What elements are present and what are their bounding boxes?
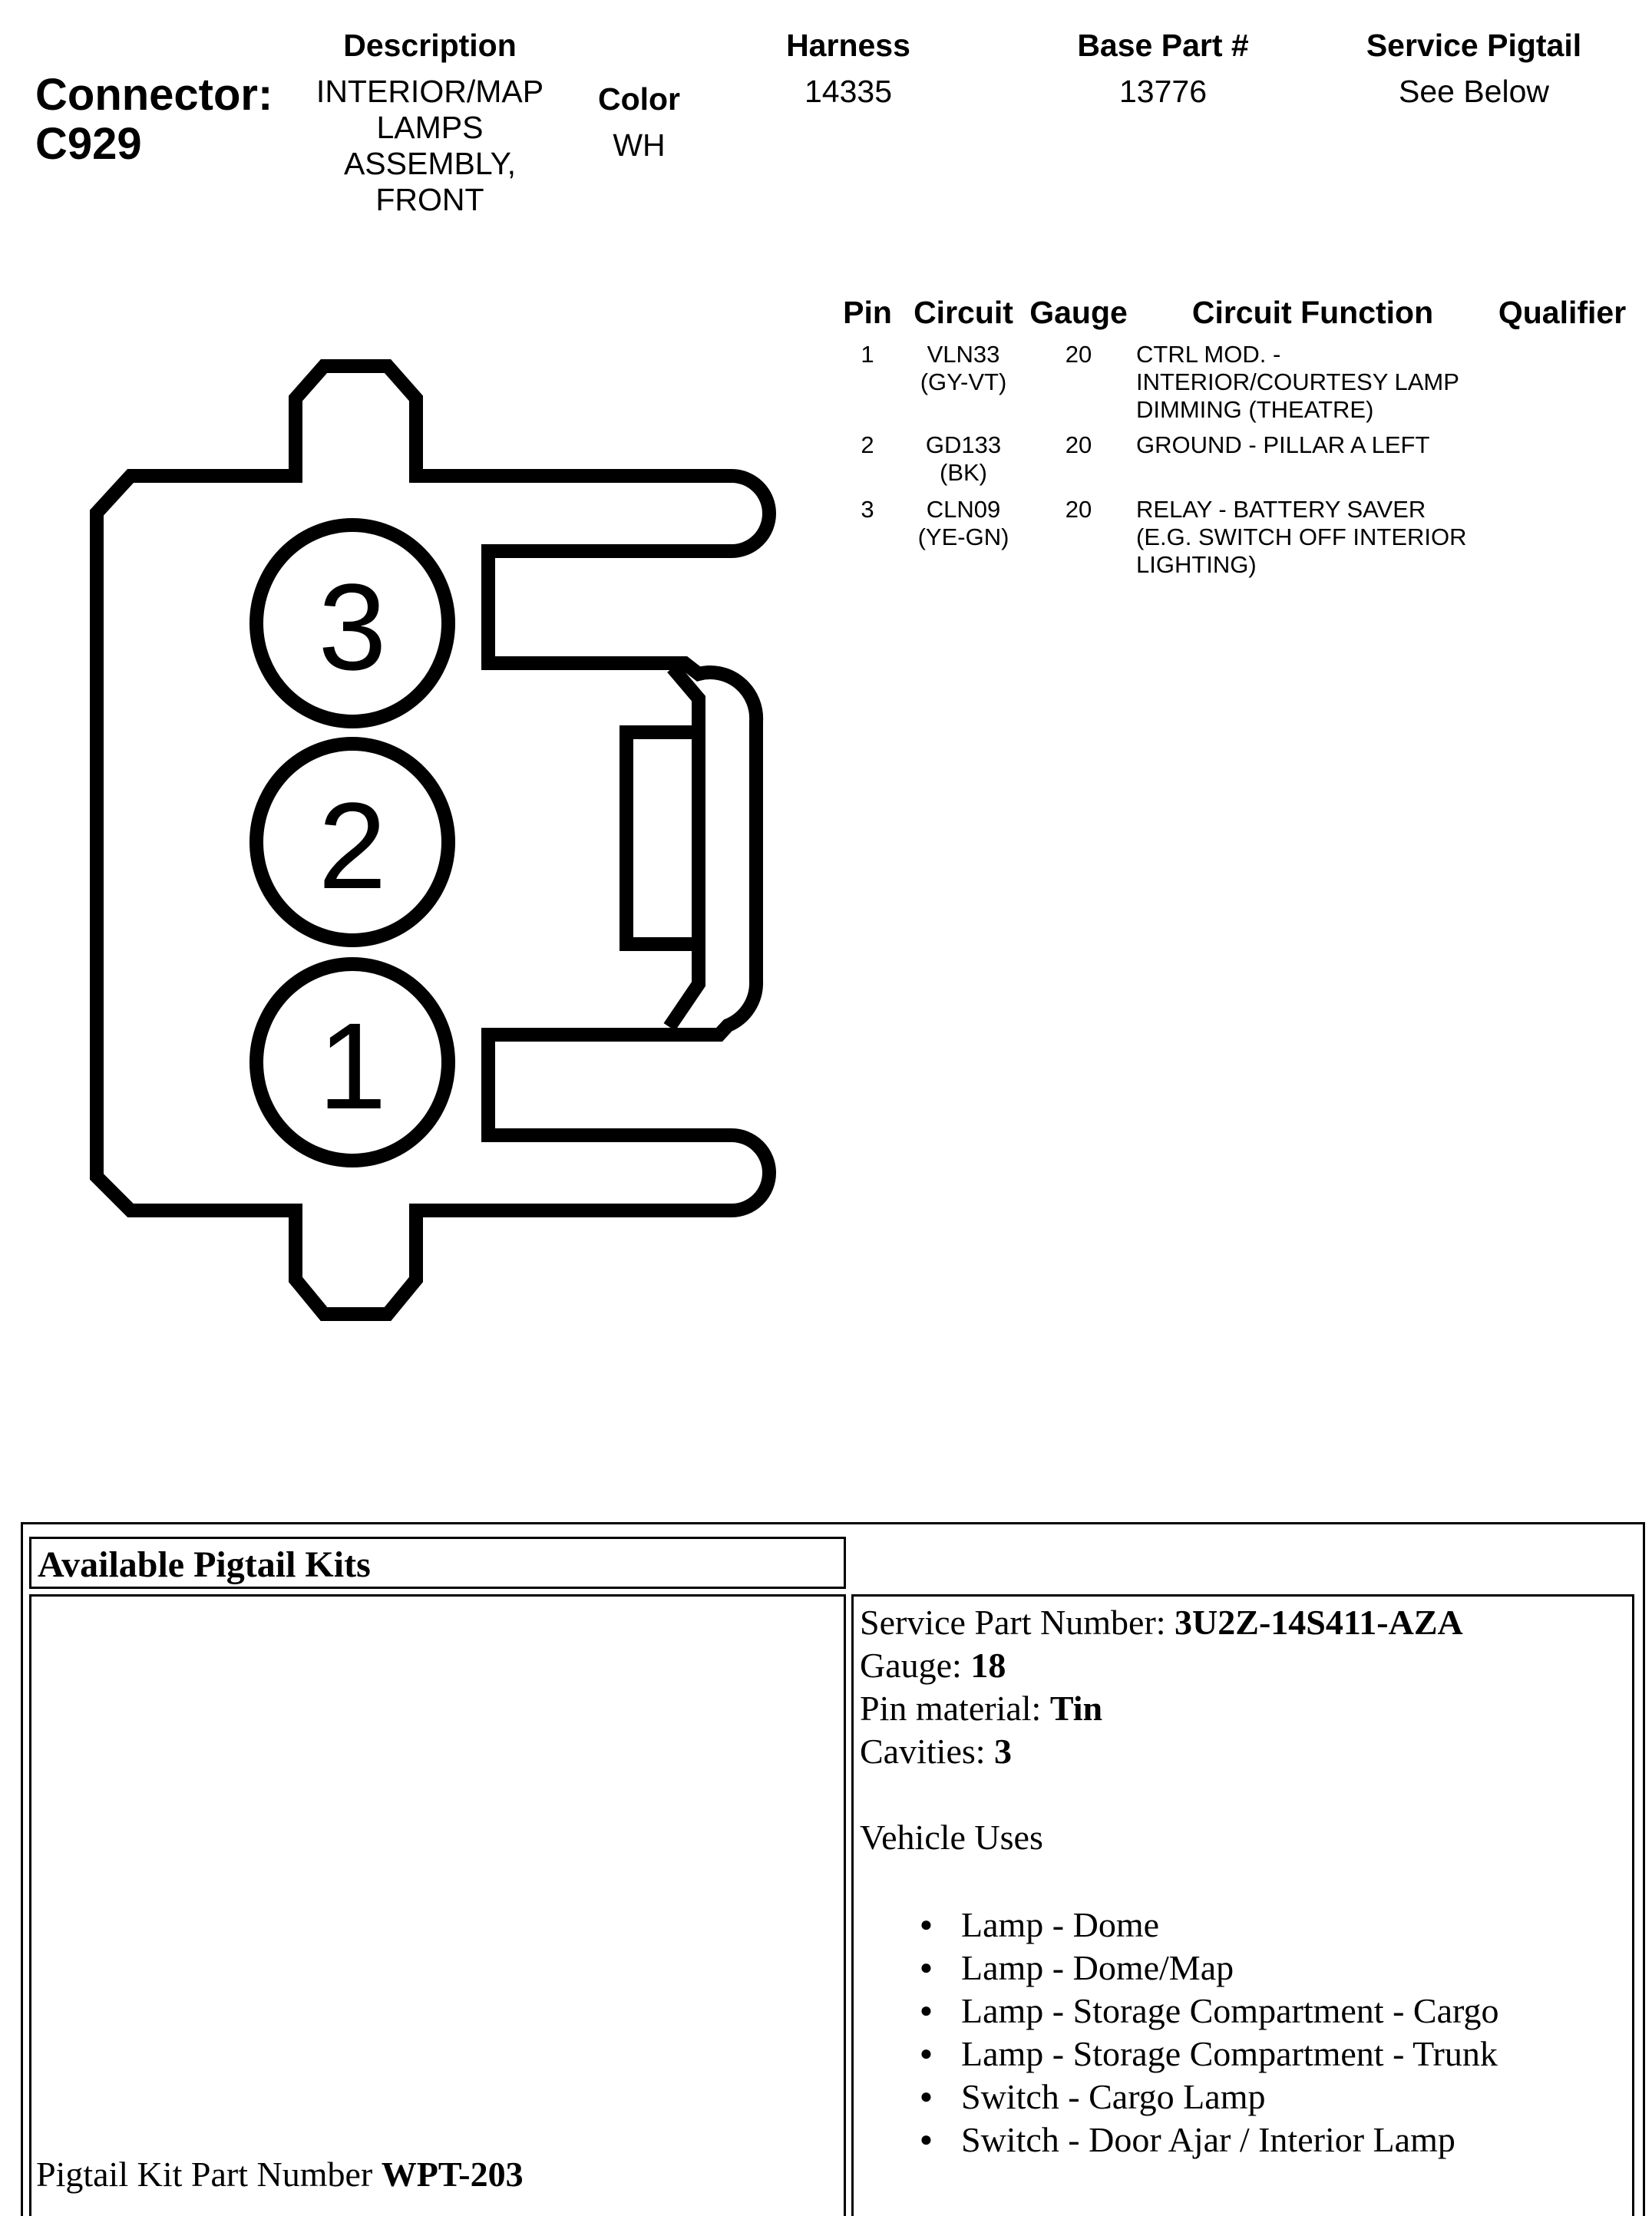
pigtail-kit-part-label: Pigtail Kit Part Number	[36, 2155, 382, 2194]
base-part-value: 13776	[1118, 74, 1207, 109]
list-item: ● Lamp - Storage Compartment - Trunk	[920, 2033, 1632, 2076]
pin-row-2-circuit	[898, 431, 1029, 487]
pin-row-3-function	[1136, 496, 1505, 579]
pin-row-3-circuit	[898, 496, 1029, 551]
function-line: RELAY - BATTERY SAVER	[1136, 496, 1426, 523]
pigtail-gauge-label: Gauge:	[860, 1646, 971, 1685]
cavity-3-label: 3	[318, 558, 387, 695]
harness-header: Harness	[786, 28, 910, 63]
pigtail-kit-part-value: WPT-203	[381, 2155, 524, 2194]
pigtail-kit-image-cell	[29, 1594, 846, 2216]
pin-row-3-pin: 3	[861, 496, 874, 523]
service-pigtail-header: Service Pigtail	[1366, 28, 1582, 63]
pigtail-kit-part-number	[36, 2153, 524, 2196]
pin-table-header-circuit: Circuit	[914, 295, 1013, 330]
description-line: FRONT	[375, 182, 484, 217]
circuit-color: (YE-GN)	[917, 523, 1009, 550]
function-line: LIGHTING)	[1136, 551, 1257, 578]
list-item: ● Lamp - Dome/Map	[920, 1947, 1632, 1990]
pin-material-label: Pin material:	[860, 1689, 1050, 1728]
list-item: ● Lamp - Dome	[920, 1904, 1632, 1947]
pin-row-1-gauge: 20	[1065, 341, 1092, 368]
function-line: CTRL MOD. -	[1136, 341, 1281, 368]
function-line: INTERIOR/COURTESY LAMP	[1136, 368, 1459, 395]
cavities-value: 3	[994, 1732, 1013, 1771]
cavity-2-label: 2	[318, 777, 387, 914]
connector-id: C929	[35, 119, 142, 169]
pigtail-kit-details-cell	[851, 1594, 1634, 2216]
description-line: LAMPS	[376, 110, 484, 145]
pin-table-header-pin: Pin	[843, 295, 892, 330]
pigtail-gauge	[860, 1644, 1632, 1687]
connector-label: Connector:	[35, 70, 273, 120]
connector-lock-tab	[626, 732, 699, 944]
circuit-code: VLN33	[927, 341, 1000, 368]
pin-row-2-gauge: 20	[1065, 431, 1092, 458]
pin-material	[860, 1687, 1632, 1730]
cavities	[860, 1730, 1632, 1773]
circuit-code: CLN09	[926, 496, 1001, 523]
service-part-label: Service Part Number:	[860, 1603, 1175, 1642]
connector-face-diagram	[0, 0, 844, 1382]
function-line: GROUND - PILLAR A LEFT	[1136, 431, 1430, 458]
list-item: ● Lamp - Storage Compartment - Cargo	[920, 1990, 1632, 2033]
pin-row-3-gauge: 20	[1065, 496, 1092, 523]
vehicle-uses-heading: Vehicle Uses	[860, 1818, 1043, 1857]
circuit-code: GD133	[925, 431, 1002, 458]
pin-row-1-circuit	[898, 341, 1029, 396]
cavities-label: Cavities:	[860, 1732, 995, 1771]
pin-row-2-function	[1136, 431, 1505, 459]
pin-table-header-function: Circuit Function	[1191, 295, 1434, 330]
description-header: Description	[343, 28, 517, 63]
pigtail-kits-title-cell	[29, 1537, 846, 1589]
harness-value: 14335	[804, 74, 892, 109]
pin-material-value: Tin	[1049, 1689, 1103, 1728]
list-item: ● Switch - Door Ajar / Interior Lamp	[920, 2119, 1632, 2162]
color-value: WH	[613, 127, 666, 163]
pin-table-header-qualifier: Qualifier	[1498, 295, 1627, 330]
description-line: INTERIOR/MAP	[316, 74, 544, 109]
pigtail-kits-title: Available Pigtail Kits	[38, 1544, 371, 1585]
cavity-1-label: 1	[318, 997, 387, 1134]
base-part-header: Base Part #	[1077, 28, 1249, 63]
circuit-color: (BK)	[940, 459, 987, 486]
pin-row-2-pin: 2	[861, 431, 874, 458]
list-item: ● Switch - Cargo Lamp	[920, 2076, 1632, 2119]
service-part-number	[860, 1601, 1632, 1644]
function-line: (E.G. SWITCH OFF INTERIOR	[1136, 523, 1467, 550]
pigtail-gauge-value: 18	[970, 1646, 1006, 1685]
pin-row-1-pin: 1	[861, 341, 874, 368]
service-pigtail-value: See Below	[1398, 74, 1549, 109]
pin-table-header-gauge: Gauge	[1029, 295, 1128, 330]
vehicle-uses-list	[920, 1904, 1632, 2162]
color-header: Color	[597, 81, 681, 117]
service-part-value: 3U2Z-14S411-AZA	[1175, 1603, 1463, 1642]
circuit-color: (GY-VT)	[920, 368, 1007, 395]
function-line: DIMMING (THEATRE)	[1136, 396, 1374, 423]
pin-row-1-function	[1136, 341, 1505, 424]
description-line: ASSEMBLY,	[343, 146, 517, 181]
